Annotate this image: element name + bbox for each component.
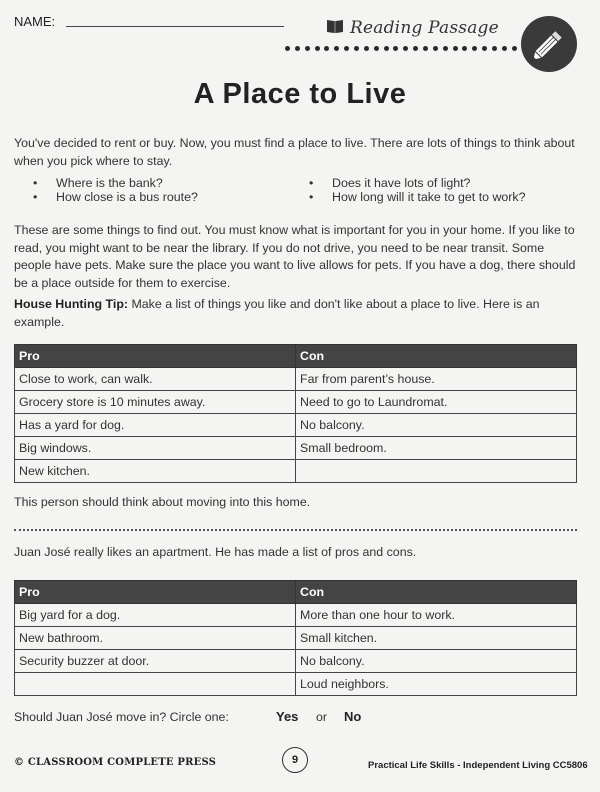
house-hunting-tip	[14, 296, 584, 331]
tip-label: House Hunting Tip:	[14, 297, 129, 311]
conclusion-text: This person should think about moving into this home.	[14, 495, 311, 509]
juan-pro-con-table	[14, 580, 577, 696]
pro-cell: Big yard for a dog.	[15, 604, 296, 627]
pro-cell: New kitchen.	[15, 460, 296, 483]
dotted-rule	[285, 43, 517, 53]
name-line[interactable]	[66, 26, 284, 27]
con-cell: No balcony.	[296, 650, 577, 673]
pro-header: Pro	[15, 581, 296, 604]
example-pro-con-table	[14, 344, 577, 483]
page-title: A Place to Live	[193, 78, 407, 110]
pro-header: Pro	[15, 345, 296, 368]
bullet-item: • How long will it take to get to work?	[332, 190, 526, 204]
pro-cell: Security buzzer at door.	[15, 650, 296, 673]
table-row	[15, 673, 577, 696]
con-cell: Need to go to Laundromat.	[296, 391, 577, 414]
name-label: NAME:	[14, 14, 56, 29]
con-cell	[296, 460, 577, 483]
table-row	[15, 604, 577, 627]
dotted-separator	[14, 529, 577, 531]
table-row	[15, 460, 577, 483]
intro-paragraph: You've decided to rent or buy. Now, you must find a place to live. There are lots of things to think about when you pick where to stay.	[14, 136, 575, 168]
bullet-item: • Where is the bank?	[56, 176, 163, 190]
bullet-item: • How close is a bus route?	[56, 190, 198, 204]
answer-yes[interactable]: Yes	[276, 709, 299, 724]
page-number: 9	[282, 747, 308, 773]
con-header: Con	[296, 345, 577, 368]
pro-cell: Has a yard for dog.	[15, 414, 296, 437]
pro-cell: New bathroom.	[15, 627, 296, 650]
con-cell: No balcony.	[296, 414, 577, 437]
body-paragraph: These are some things to find out. You must know what is important for you in your home. If you like to read, you might want to be near the library. If you do not drive, you need to be near transit. Some people have pets. Make sure the place you want to live allows for pets. If you have a dog, there should be a place outside for them to exercise.	[14, 223, 576, 290]
book-title: Practical Life Skills - Independent Living CC5806	[368, 760, 588, 771]
con-cell: Far from parent’s house.	[296, 368, 577, 391]
section-title: Reading Passage	[350, 18, 499, 38]
publisher-logo: © CLASSROOM COMPLETE PRESS	[14, 757, 217, 768]
pencil-badge	[521, 16, 577, 72]
answer-or: or	[316, 710, 328, 724]
book-icon	[326, 18, 344, 34]
bullet-item: • Does it have lots of light?	[332, 176, 470, 190]
table-row	[15, 391, 577, 414]
con-cell: Small kitchen.	[296, 627, 577, 650]
con-cell: More than one hour to work.	[296, 604, 577, 627]
table-row	[15, 414, 577, 437]
table-row	[15, 627, 577, 650]
pro-cell: Close to work, can walk.	[15, 368, 296, 391]
answer-no[interactable]: No	[344, 709, 362, 724]
con-header: Con	[296, 581, 577, 604]
pro-cell	[15, 673, 296, 696]
pro-cell: Grocery store is 10 minutes away.	[15, 391, 296, 414]
con-cell: Loud neighbors.	[296, 673, 577, 696]
juan-intro-text: Juan José really likes an apartment. He has made a list of pros and cons.	[14, 545, 417, 559]
tip-text: Make a list of things you like and don't like about a place to live. Here is an example.	[14, 297, 540, 329]
table-row	[15, 437, 577, 460]
table-row	[15, 368, 577, 391]
table-row	[15, 650, 577, 673]
circle-one-question: Should Juan José move in? Circle one:	[14, 710, 229, 724]
pencil-icon	[521, 16, 577, 72]
pro-cell: Big windows.	[15, 437, 296, 460]
con-cell: Small bedroom.	[296, 437, 577, 460]
